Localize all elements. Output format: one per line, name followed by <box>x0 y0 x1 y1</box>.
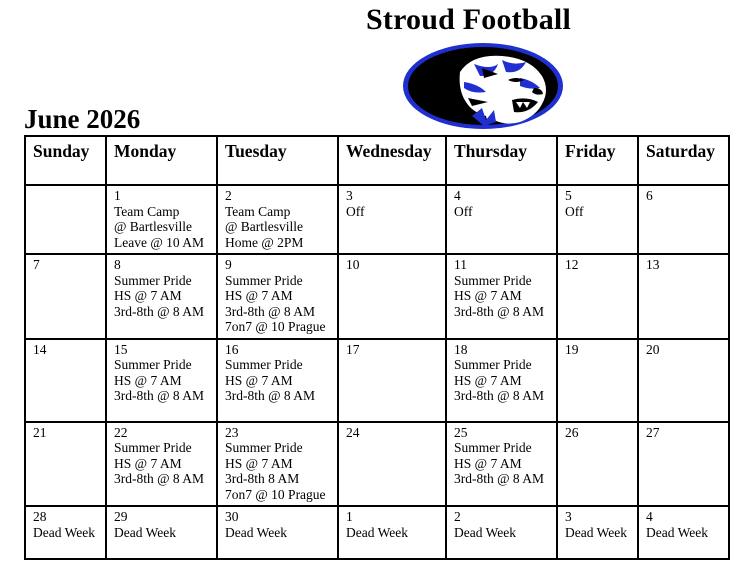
event-line: HS @ 7 AM <box>114 288 182 303</box>
calendar-day-cell <box>338 506 446 559</box>
event-line: Off <box>346 203 365 219</box>
calendar-day-cell <box>338 254 446 339</box>
event-line: HS @ 7 AM <box>454 372 522 388</box>
day-number: 22 <box>114 424 128 440</box>
calendar-day-cell <box>217 185 338 254</box>
day-number: 6 <box>646 188 653 203</box>
event-line: Dead Week <box>33 524 96 540</box>
calendar-week-row <box>25 254 729 339</box>
day-number: 7 <box>33 257 40 272</box>
calendar-day-cell <box>217 254 338 339</box>
weekday-header: Thursday <box>446 136 557 185</box>
event-line: Summer Pride <box>454 272 532 288</box>
day-number: 15 <box>114 341 128 357</box>
event-line: 3rd-8th @ 8 AM <box>454 388 545 403</box>
event-line: HS @ 7 AM <box>454 455 522 471</box>
calendar-day-cell <box>446 339 557 422</box>
event-line: Dead Week <box>646 524 709 540</box>
event-line: @ Bartlesville <box>114 219 193 234</box>
weekday-header: Tuesday <box>217 136 338 185</box>
calendar-day-cell <box>557 254 638 339</box>
event-line: 3rd-8th @ 8 AM <box>225 388 316 403</box>
day-number: 12 <box>565 257 579 272</box>
calendar-day-cell <box>557 339 638 422</box>
day-number: 21 <box>33 424 47 440</box>
weekday-header-row <box>25 136 729 185</box>
event-line: Leave @ 10 AM <box>114 234 205 250</box>
day-number: 3 <box>346 188 353 203</box>
calendar-day-cell <box>446 185 557 254</box>
day-number: 4 <box>646 509 653 524</box>
event-line: HS @ 7 AM <box>114 372 182 388</box>
calendar-day-cell <box>25 506 106 559</box>
day-number: 2 <box>225 188 232 203</box>
day-number: 3 <box>565 509 572 524</box>
event-line: Summer Pride <box>454 440 532 455</box>
day-number: 28 <box>33 509 47 524</box>
day-number: 29 <box>114 509 128 524</box>
calendar-day-cell <box>217 506 338 559</box>
event-line: Dead Week <box>225 524 288 540</box>
event-line: Team Camp <box>114 203 180 219</box>
day-number: 5 <box>565 188 572 203</box>
weekday-header: Wednesday <box>338 136 446 185</box>
day-number: 24 <box>346 424 360 440</box>
event-line: 3rd-8th @ 8 AM <box>454 303 545 319</box>
event-line: 3rd-8th @ 8 AM <box>114 303 205 319</box>
day-number: 23 <box>225 424 239 440</box>
event-line: Dead Week <box>454 524 517 540</box>
calendar-week-row <box>25 185 729 254</box>
event-line: @ Bartlesville <box>225 219 304 234</box>
calendar-body <box>25 185 729 559</box>
calendar-day-cell <box>557 506 638 559</box>
tiger-head-logo-icon <box>402 42 564 130</box>
calendar-week-row <box>25 422 729 507</box>
day-number: 8 <box>114 257 121 272</box>
event-line: Dead Week <box>346 524 409 540</box>
calendar-day-cell <box>106 422 217 507</box>
event-line: Home @ 2PM <box>225 234 304 250</box>
calendar-day-cell <box>446 506 557 559</box>
calendar-day-cell <box>25 422 106 507</box>
day-number: 1 <box>346 509 353 524</box>
event-line: HS @ 7 AM <box>225 372 293 388</box>
calendar-day-cell <box>638 185 729 254</box>
calendar-day-cell <box>638 506 729 559</box>
day-number: 20 <box>646 341 660 357</box>
event-line: HS @ 7 AM <box>225 288 293 303</box>
day-number: 27 <box>646 424 660 440</box>
day-number: 10 <box>346 257 360 272</box>
event-line: Team Camp <box>225 203 291 219</box>
calendar-day-cell <box>557 185 638 254</box>
calendar-day-cell <box>25 254 106 339</box>
calendar-day-cell <box>338 185 446 254</box>
event-line: Dead Week <box>114 524 177 540</box>
calendar-day-cell <box>638 422 729 507</box>
calendar-day-cell <box>25 339 106 422</box>
calendar-day-cell <box>638 339 729 422</box>
event-line: Summer Pride <box>225 440 303 455</box>
day-number: 30 <box>225 509 239 524</box>
calendar-grid <box>24 135 730 560</box>
day-number: 4 <box>454 188 461 203</box>
event-line: Off <box>565 203 584 219</box>
day-number: 14 <box>33 341 47 357</box>
event-line: HS @ 7 AM <box>114 455 182 471</box>
event-line: 3rd-8th 8 AM <box>225 471 300 486</box>
event-line: 7on7 @ 10 Prague <box>225 319 326 334</box>
day-number: 26 <box>565 424 579 440</box>
event-line: Off <box>454 203 473 219</box>
event-line: 3rd-8th @ 8 AM <box>114 388 205 403</box>
calendar-day-cell <box>106 339 217 422</box>
day-number: 2 <box>454 509 461 524</box>
calendar-week-row <box>25 339 729 422</box>
calendar-day-cell <box>106 185 217 254</box>
calendar-day-cell <box>217 422 338 507</box>
month-heading: June 2026 <box>24 104 141 134</box>
event-line: HS @ 7 AM <box>225 455 293 471</box>
event-line: Summer Pride <box>225 272 303 288</box>
day-number: 16 <box>225 341 239 357</box>
day-number: 1 <box>114 188 121 203</box>
event-line: Summer Pride <box>225 357 303 372</box>
calendar-day-cell <box>217 339 338 422</box>
event-line: HS @ 7 AM <box>454 288 522 303</box>
day-number: 17 <box>346 341 360 357</box>
weekday-header: Monday <box>106 136 217 185</box>
event-line: 3rd-8th @ 8 AM <box>114 471 205 486</box>
day-number: 19 <box>565 341 579 357</box>
calendar-day-cell <box>106 254 217 339</box>
calendar-day-cell <box>446 254 557 339</box>
event-line: Summer Pride <box>454 357 532 372</box>
event-line: Summer Pride <box>114 357 192 372</box>
weekday-header: Sunday <box>25 136 106 185</box>
calendar-day-cell <box>557 422 638 507</box>
day-number: 13 <box>646 257 660 272</box>
calendar-day-cell <box>638 254 729 339</box>
day-number: 18 <box>454 341 468 357</box>
calendar-day-cell <box>338 422 446 507</box>
day-number: 9 <box>225 257 232 272</box>
page-title: Stroud Football <box>366 3 571 36</box>
calendar-day-cell <box>446 422 557 507</box>
event-line: 7on7 @ 10 Prague <box>225 486 326 502</box>
day-number: 25 <box>454 424 468 440</box>
calendar-day-cell <box>25 185 106 254</box>
weekday-header: Saturday <box>638 136 729 185</box>
calendar-week-row <box>25 506 729 559</box>
day-number: 11 <box>454 257 467 272</box>
event-line: Summer Pride <box>114 440 192 455</box>
event-line: Summer Pride <box>114 272 192 288</box>
event-line: Dead Week <box>565 524 628 540</box>
weekday-header: Friday <box>557 136 638 185</box>
event-line: 3rd-8th @ 8 AM <box>454 471 545 486</box>
calendar-day-cell <box>106 506 217 559</box>
event-line: 3rd-8th @ 8 AM <box>225 303 316 319</box>
calendar-day-cell <box>338 339 446 422</box>
